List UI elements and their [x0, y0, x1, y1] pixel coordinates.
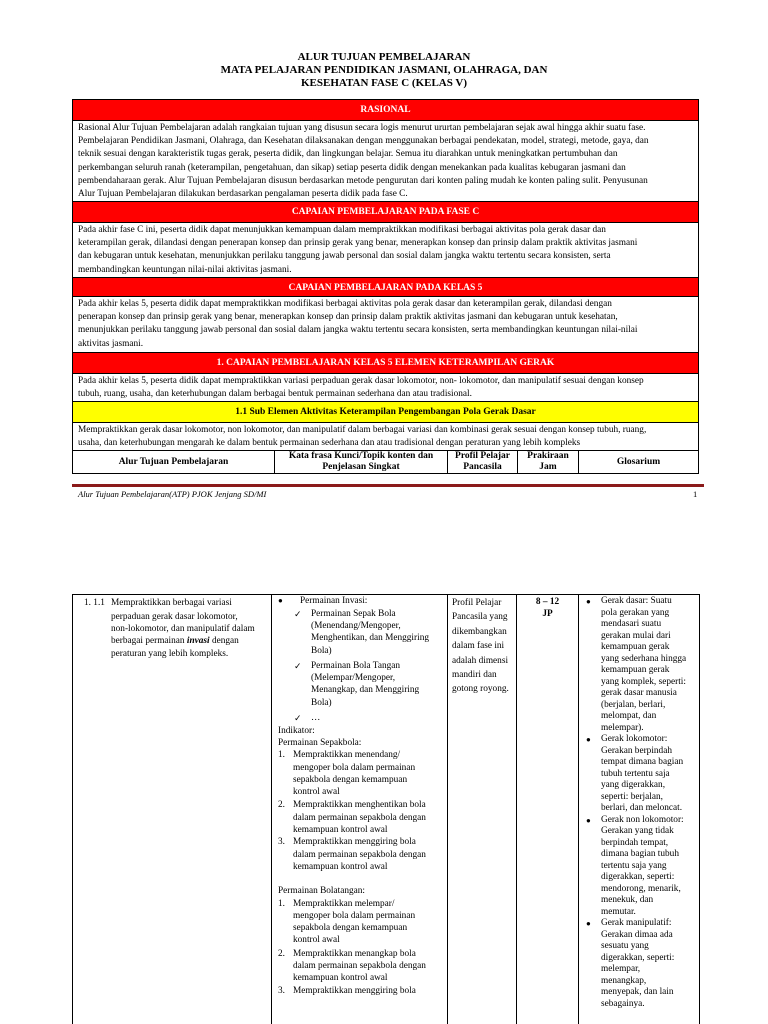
indicator-line: dalam permainan sepakbola dengan	[293, 812, 426, 823]
glosarium-line: menangkap,	[601, 975, 647, 986]
jam-value: 8 – 12	[535, 597, 560, 607]
topic-line: Bola)	[311, 645, 332, 656]
text-line: penerapan konsep dan prinsip gerak yang benar, menerapkan konsep dan prinsip dalam praktik aktivitas jasmani dan kebugaran untuk kesehatan,	[78, 312, 618, 323]
glosarium-line: Gerakan dimaa ada	[601, 929, 673, 940]
glosarium-line: Gerak lokomotor:	[601, 734, 668, 744]
indicator-item	[278, 799, 444, 836]
indicator-line: Mempraktikkan menangkap bola	[293, 948, 416, 959]
indicator-line: dalam permainan sepakbola dengan	[293, 849, 426, 860]
topic-line: Permainan Bola Tangan	[311, 661, 401, 671]
footer-rule	[72, 484, 704, 487]
header-text: Jam	[539, 462, 557, 472]
indicator-line: mengoper bola dalam permainan	[293, 910, 416, 921]
item-number: 2.	[278, 800, 285, 811]
glosarium-line: yang digerakkan,	[601, 780, 666, 790]
indicator-line: Mempraktikkan menendang/	[293, 750, 401, 761]
profil-line: adalah dimensi	[452, 655, 509, 666]
header-prakiraan	[518, 451, 579, 473]
glosarium-line: berpindah tempat,	[601, 837, 669, 848]
glosarium-line: kemampuan gerak	[601, 642, 670, 652]
glosarium-line: sesuatu yang	[601, 941, 649, 951]
glosarium-line: (berjalan, berlari,	[601, 699, 666, 710]
glosarium-line: tubuh tertentu saja	[601, 768, 670, 779]
indicator-line: Mempraktikkan melempar/	[293, 898, 395, 909]
topic-line: (Melempar/Mengoper,	[311, 673, 396, 684]
table-header-row	[72, 450, 699, 474]
indicator-item	[278, 898, 444, 948]
glosarium-line: digerakkan, seperti:	[601, 952, 675, 963]
glosarium-line: yang sederhana hingga	[601, 653, 687, 664]
text-line: perkembangan seluruh ranah (keterampilan, pengetahuan, dan sikap) setiap peserta didik dengan menekankan pada kualitas kebugaran jasmani dan	[78, 162, 626, 173]
atp-cell	[73, 595, 272, 1024]
glosarium-line: melompat, dan	[601, 711, 657, 721]
glosarium-line: menekuk, dan	[601, 895, 654, 905]
check-icon: ✓	[294, 713, 302, 723]
jam-cell	[517, 595, 579, 1024]
indicator-line: sepakbola dengan kemampuan	[293, 923, 408, 934]
indicator-line: Mempraktikkan menggiring bola	[293, 985, 416, 996]
atp-first-line	[81, 597, 265, 611]
footer-text: Alur Tujuan Pembelajaran(ATP) PJOK Jenjang SD/MI	[78, 489, 267, 499]
bullet-icon: ●	[586, 919, 591, 928]
glosarium-line: yang komplek, seperti:	[601, 676, 686, 687]
cp-kelas-heading: CAPAIAN PEMBELAJARAN PADA KELAS 5	[72, 277, 699, 297]
glosarium-line: kemampuan gerak	[601, 665, 670, 675]
item-number: 1.	[278, 750, 285, 761]
atp-text: berbagai permainan	[111, 636, 185, 647]
topic-main-item	[278, 595, 444, 607]
glosarium-line: melempar).	[601, 722, 644, 733]
topic-main: Permainan Invasi:	[300, 596, 368, 606]
atp-text-emph-line	[81, 635, 265, 647]
profil-line: dalam fase ini	[452, 641, 505, 652]
glosarium-line: Gerak manipulatif:	[601, 918, 672, 928]
bullet-icon: ●	[278, 596, 283, 605]
indicator-line: kemampuan kontrol awal	[293, 824, 388, 835]
glosarium-line: melempar,	[601, 964, 641, 974]
bullet-icon: ●	[586, 815, 591, 825]
topic-sub-item	[278, 608, 444, 660]
glosarium-line: dimana bagian tubuh	[601, 849, 679, 859]
text-line: Pembelajaran Pendidikan Jasmani, Olahraga, dan Kesehatan dilaksanakan dengan menggunakan berbagai pendekatan, model, strategi, metode, gaya, dan	[78, 136, 649, 147]
glosarium-item	[587, 815, 698, 919]
atp-text: non-lokomotor, dan manipulatif dalam	[111, 624, 255, 635]
header-text: Kata frasa Kunci/Topik konten dan	[288, 451, 434, 461]
topic-line: Permainan Sepak Bola	[311, 609, 396, 619]
item-number: 3.	[278, 837, 285, 848]
doc-title-line-1: ALUR TUJUAN PEMBELAJARAN	[297, 51, 471, 63]
document-page-1	[0, 0, 768, 510]
glosarium-item	[587, 734, 698, 815]
item-number: 1.	[278, 898, 285, 909]
profil-line: mandiri dan	[452, 670, 497, 681]
glosarium-line: seperti: berjalan,	[601, 791, 663, 802]
glosarium-item	[587, 596, 698, 734]
check-icon: ✓	[294, 609, 302, 619]
jam-unit: JP	[542, 609, 553, 620]
atp-text: perpaduan gerak dasar lokomotor,	[111, 612, 238, 622]
indicator-line: kemampuan kontrol awal	[293, 861, 388, 872]
text-line: Mempraktikkan gerak dasar lokomotor, non lokomotor, dan manipulatif dalam berbagai variasi dan kombinasi gerak sesuai dengan konsep tubuh, ruang,	[78, 425, 647, 435]
profil-cell	[448, 595, 517, 1024]
sub-elemen-heading: 1.1 Sub Elemen Aktivitas Keterampilan Pengembangan Pola Gerak Dasar	[72, 401, 699, 423]
glosarium-line: Gerak non lokomotor:	[601, 814, 684, 825]
header-kata-kunci	[275, 451, 448, 473]
indicator-line: Mempraktikkan menghentikan bola	[293, 800, 426, 811]
text-line: menunjukkan perilaku tanggung jawab personal dan sosial dalam jangka waktu tertentu secara konsisten, serta membandingkan keuntungan nilai-nilai	[78, 325, 638, 336]
bullet-icon: ●	[586, 735, 591, 744]
header-text: Penjelasan Singkat	[322, 462, 400, 472]
text-line: aktivitas jasmani.	[78, 338, 144, 349]
header-text: Pancasila	[463, 462, 502, 472]
text-line: Pada akhir kelas 5, peserta didik dapat mempraktikkan variasi perpaduan gerak dasar lokomotor, non- lokomotor, dan manipulatif sesuai dengan konsep	[78, 376, 644, 386]
atp-text: dengan	[211, 636, 239, 647]
topic-cell	[272, 595, 448, 1024]
glosarium-line: mendorong, menarik,	[601, 883, 681, 894]
glosarium-line: memutar.	[601, 906, 636, 917]
topic-line: Menghentikan, dan Menggiring	[311, 633, 429, 644]
atp-text: Mempraktikkan berbagai variasi	[111, 598, 232, 608]
text-line: Alur Tujuan Pembelajaran dilakukan berdasarkan pengalaman peserta didik pada fase C.	[78, 189, 408, 200]
indicator-line: kontrol awal	[293, 935, 340, 946]
rasional-heading: RASIONAL	[72, 99, 699, 121]
topic-line: …	[311, 713, 321, 723]
indicator-item	[278, 948, 444, 985]
glosarium-line: pola gerakan yang	[601, 607, 670, 618]
indicator-line: dalam permainan sepakbola dengan	[293, 960, 426, 971]
indicator-item	[278, 749, 444, 799]
glosarium-cell	[579, 595, 700, 1024]
glosarium-line: Gerakan yang tidak	[601, 826, 674, 836]
glosarium-line: gerak dasar manusia	[601, 688, 677, 698]
cp-fase-text	[72, 223, 699, 277]
atp-text: peraturan yang lebih kompleks.	[111, 648, 229, 659]
cp-fase-heading: CAPAIAN PEMBELAJARAN PADA FASE C	[72, 201, 699, 223]
profil-line: Pancasila yang	[452, 612, 508, 623]
indicator-item	[278, 836, 444, 885]
sub-elemen-text	[72, 423, 699, 450]
atp-number: 1. 1.1	[84, 598, 105, 608]
text-line: tubuh, ruang, usaha, dan keterhubungan dalam berbagai bentuk permainan sederhana dan atau tradisional.	[78, 389, 472, 400]
topic-line: Menangkap, dan Menggiring	[311, 685, 420, 696]
glosarium-line: digerakkan, seperti:	[601, 872, 675, 882]
header-glosarium: Glosarium	[616, 456, 661, 467]
topic-line: (Menendang/Mengoper,	[311, 621, 401, 632]
glosarium-line: tertentu saja yang	[601, 860, 667, 871]
text-line: membandingkan keuntungan nilai-nilai aktivitas jasmani.	[78, 264, 292, 275]
check-icon: ✓	[294, 661, 302, 671]
topic-sub-item	[278, 660, 444, 712]
rasional-text	[72, 121, 699, 201]
glosarium-line: Gerakan berpindah	[601, 745, 672, 756]
indicator-line: mengoper bola dalam permainan	[293, 762, 416, 773]
glosarium-line: menyepak, dan lain	[601, 987, 674, 997]
cp-kelas-text	[72, 297, 699, 352]
glosarium-line: Gerak dasar: Suatu	[601, 596, 672, 606]
glosarium-line: sebagainya.	[601, 998, 645, 1009]
bolatangan-title: Permainan Bolatangan:	[278, 886, 366, 897]
doc-title-line-3: KESEHATAN FASE C (KELAS V)	[300, 77, 468, 89]
indicator-line: kontrol awal	[293, 787, 340, 798]
indicator-line: kemampuan kontrol awal	[293, 973, 388, 984]
text-line: Pada akhir kelas 5, peserta didik dapat mempraktikkan modifikasi berbagai aktivitas pola gerak dasar dan keterampilan gerak, dilandasi dengan	[78, 299, 612, 309]
glosarium-line: gerakan mulai dari	[601, 630, 671, 641]
topic-line: Bola)	[311, 697, 332, 708]
glosarium-line: mendasari suatu	[601, 619, 662, 629]
profil-line: Profil Pelajar	[452, 598, 502, 608]
bullet-icon: ●	[586, 597, 591, 606]
glosarium-line: berlari, dan meloncat.	[601, 803, 683, 813]
text-line: pembendaharaan gerak. Alur Tujuan Pembelajaran disusun berdasarkan metode pengurutan dari konten paling mudah ke konten paling sulit. Penyusunan	[78, 175, 648, 186]
item-number: 2.	[278, 948, 285, 959]
text-line: Rasional Alur Tujuan Pembelajaran adalah rangkaian tujuan yang disusun secara logis menurut ururtan pembelajaran sejak awal hingga akhir suatu fase.	[78, 123, 646, 133]
indicator-line: Mempraktikkan menggiring bola	[293, 837, 416, 848]
text-line: Pada akhir fase C ini, peserta didik dapat menunjukkan kemampuan dalam mempraktikkan modifikasi berbagai aktivitas pola gerak dasar dan	[78, 225, 606, 235]
indicator-item	[278, 985, 444, 998]
sepakbola-title: Permainan Sepakbola:	[278, 738, 362, 749]
header-text: Prakiraan	[527, 451, 569, 461]
indicator-line: sepakbola dengan kemampuan	[293, 774, 408, 785]
text-line: teknik sesuai dengan karakteristik tugas gerak, peserta didik, dan lingkungan belajar. Semua itu diarahkan untuk meningkatkan pertumbuhan dan	[78, 149, 618, 160]
header-text: Profil Pelajar	[455, 451, 510, 461]
doc-title-line-2: MATA PELAJARAN PENDIDIKAN JASMANI, OLAHRAGA, DAN	[220, 64, 548, 76]
profil-line: gotong royong.	[452, 684, 509, 695]
elemen-text	[72, 374, 699, 401]
header-atp: Alur Tujuan Pembelajaran	[73, 451, 275, 473]
text-line: usaha, dan keterhubungan mengarah ke dalam bentuk permainan sederhana dan atau tradisional dengan peraturan yang lebih kompleks	[78, 438, 581, 449]
topic-sub-item	[278, 712, 444, 725]
text-line: dan kebugaran untuk kesehatan, menunjukkan perilaku tanggung jawab personal dan sosial dalam jangka waktu tertentu secara konsisten, serta	[78, 251, 611, 262]
elemen-heading: 1. CAPAIAN PEMBELAJARAN KELAS 5 ELEMEN KETERAMPILAN GERAK	[72, 352, 699, 374]
header-profil	[448, 451, 518, 473]
indikator-label: Indikator:	[278, 726, 315, 736]
glosarium-line: tempat dimana bagian	[601, 757, 684, 767]
glosarium-item	[587, 918, 698, 1010]
atp-emphasis: invasi	[186, 636, 210, 647]
item-number: 3.	[278, 985, 285, 996]
profil-line: dikembangkan	[452, 626, 507, 637]
text-line: keterampilan gerak, dilandasi dengan penerapan konsep dan prinsip gerak yang benar, menerapkan konsep dan prinsip dalam praktik aktivitas jasmani	[78, 238, 638, 249]
atp-table-row	[72, 594, 700, 1024]
page-number: 1	[693, 489, 698, 499]
